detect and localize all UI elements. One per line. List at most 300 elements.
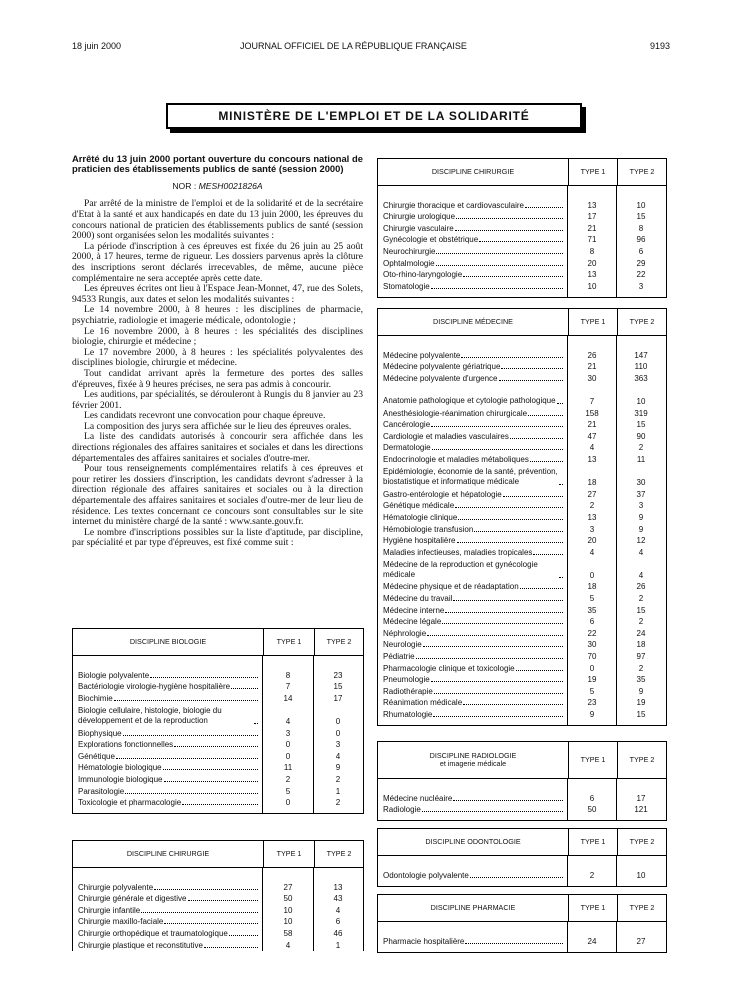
row-label: Radiothérapie xyxy=(383,686,433,696)
type-2-value: 37 xyxy=(636,489,646,499)
type-2-value: 10 xyxy=(636,870,646,880)
header-discipline: DISCIPLINE ODONTOLOGIE xyxy=(378,829,569,855)
leader-dots xyxy=(457,542,564,543)
table-row xyxy=(383,638,564,650)
table-row xyxy=(383,707,564,719)
table-row xyxy=(78,680,259,692)
type-2-column xyxy=(314,868,362,951)
header-discipline: DISCIPLINE CHIRURGIE xyxy=(378,159,569,185)
table-row xyxy=(383,464,564,487)
row-label: Stomatologie xyxy=(383,281,430,291)
type-2-value: 15 xyxy=(636,605,646,615)
type-1-value: 24 xyxy=(587,936,597,946)
table-row xyxy=(383,684,564,696)
type-2-value: 9 xyxy=(335,763,341,773)
ministry-banner: MINISTÈRE DE L'EMPLOI ET DE LA SOLIDARITÉ xyxy=(166,103,582,129)
type-2-value: 96 xyxy=(636,235,646,245)
row-label: Maladies infectieuses, maladies tropicales xyxy=(383,547,533,557)
type-2-value: 43 xyxy=(333,894,343,904)
article-paragraph: Par arrêté de la ministre de l'emploi et de la solidarité et de la secrétaire d'Etat à la santé et aux handicapés en date du 13 juin 2000, les épreuves du concours national de praticien des établissements publics de santé (session 2000) sont organisées selon les modalités suivantes : xyxy=(72,198,363,242)
type-1-value: 2 xyxy=(589,501,595,511)
header-type-2: TYPE 2 xyxy=(326,849,352,858)
leader-dots xyxy=(455,507,563,508)
type-1-value: 5 xyxy=(589,594,595,604)
table-row xyxy=(383,673,564,685)
type-1-value: 19 xyxy=(587,675,597,685)
leader-dots xyxy=(431,288,563,289)
type-1-value: 22 xyxy=(587,628,597,638)
type-1-column xyxy=(568,922,617,952)
type-1-value: 70 xyxy=(587,652,597,662)
leader-dots xyxy=(114,700,258,701)
type-2-value: 15 xyxy=(636,420,646,430)
type-1-value: 50 xyxy=(283,894,293,904)
header-type-2: TYPE 2 xyxy=(629,903,655,912)
type-2-value: 2 xyxy=(335,774,341,784)
leader-dots xyxy=(525,207,563,208)
header-type-1: TYPE 1 xyxy=(569,159,618,185)
table-row xyxy=(383,522,564,534)
type-1-value: 50 xyxy=(587,805,597,815)
type-2-value: 11 xyxy=(636,454,646,464)
row-label: Médecine légale xyxy=(383,617,442,627)
row-label: Médecine de la reproduction et gynécologie médicale xyxy=(383,559,538,579)
article-paragraph: Les candidats recevront une convocation pour chaque épreuve. xyxy=(84,410,326,422)
row-label: Médecine nucléaire xyxy=(383,793,453,803)
type-1-value: 23 xyxy=(587,698,597,708)
article-paragraph: La période d'inscription à ces épreuves est fixée du 26 juin au 25 août 2000, à 17 heures, terme de rigueur. Les dossiers parvenus après la clôture des inscriptions seront déclarés irrecevables, de même, aucune pièce complémentaire ne sera acceptée après cette date. xyxy=(72,240,363,284)
article-paragraph: Tout candidat arrivant après la fermeture des portes des salles d'épreuves, fixée à 9 heures précises, ne sera pas admis à concourir. xyxy=(72,367,363,390)
type-2-value: 26 xyxy=(636,582,646,592)
type-2-value: 6 xyxy=(638,246,644,256)
row-label: Oto-rhino-laryngologie xyxy=(383,270,463,280)
article-paragraph: Le nombre d'inscriptions possibles sur la liste d'aptitude, par discipline, par spécialité et par type d'épreuves, est fixé comme suit : xyxy=(72,526,363,549)
type-1-value: 0 xyxy=(285,751,291,761)
table-row xyxy=(383,868,564,880)
leader-dots xyxy=(116,758,258,759)
table-row xyxy=(383,348,564,360)
table-chirurgie-1 xyxy=(72,840,364,951)
type-1-value: 14 xyxy=(283,693,293,703)
type-2-value: 24 xyxy=(636,628,646,638)
type-2-value: 27 xyxy=(636,936,646,946)
article-paragraph: La liste des candidats autorisés à concourir sera affichée dans les directions régionales des affaires sanitaires et sociales et dans les directions départementales des affaires sanitaires et sociales d'outre-mer. xyxy=(72,431,363,464)
row-label: Chirurgie infantile xyxy=(78,905,141,915)
table-header xyxy=(73,629,363,656)
row-label: Explorations fonctionnelles xyxy=(78,740,174,750)
row-label: Radiologie xyxy=(383,805,421,815)
type-1-value: 13 xyxy=(587,200,597,210)
table-header xyxy=(73,841,363,868)
table-pharmacie xyxy=(377,894,667,953)
row-label: Chirurgie orthopédique et traumatologique xyxy=(78,928,228,938)
table-biologie xyxy=(72,628,364,814)
row-label: Toxicologie et pharmacologie xyxy=(78,798,182,808)
type-2-value: 2 xyxy=(638,617,644,627)
leader-dots xyxy=(164,923,258,924)
table-row xyxy=(78,738,259,750)
type-2-value: 10 xyxy=(636,396,646,406)
row-label: Rhumatologie xyxy=(383,710,433,719)
table-row xyxy=(383,429,564,441)
row-label: Anesthésiologie-réanimation chirurgicale xyxy=(383,408,528,418)
type-2-value: 3 xyxy=(638,281,644,291)
article-column xyxy=(72,154,363,549)
row-label: Bactériologie virologie-hygiène hospitalière xyxy=(78,682,231,692)
leader-dots xyxy=(503,496,563,497)
table-row xyxy=(383,615,564,627)
table-row xyxy=(383,649,564,661)
table-row xyxy=(383,233,564,245)
type-1-value: 21 xyxy=(587,223,597,233)
type-1-value: 20 xyxy=(587,536,597,546)
header-type-2: TYPE 2 xyxy=(326,637,352,646)
type-1-value: 8 xyxy=(589,246,595,256)
type-2-value: 9 xyxy=(638,524,644,534)
table-row xyxy=(78,915,259,927)
article-title: Arrêté du 13 juin 2000 portant ouverture du concours national de praticien des établissements publics de santé (session 2000) xyxy=(72,153,363,175)
type-1-value: 7 xyxy=(285,682,291,692)
type-1-value: 13 xyxy=(587,270,597,280)
type-1-value: 6 xyxy=(589,617,595,627)
type-1-value: 58 xyxy=(283,928,293,938)
header-type-2: TYPE 2 xyxy=(629,837,655,846)
table-row xyxy=(383,696,564,708)
type-2-value: 13 xyxy=(333,882,343,892)
header-discipline: DISCIPLINE MÉDECINE xyxy=(378,309,569,335)
row-label: Médecine interne xyxy=(383,605,445,615)
row-label: Génétique xyxy=(78,751,115,761)
header-discipline: DISCIPLINE PHARMACIE xyxy=(378,895,569,921)
type-1-value: 2 xyxy=(285,774,291,784)
type-1-value: 4 xyxy=(589,443,595,453)
type-1-value: 10 xyxy=(283,917,293,927)
leader-dots xyxy=(453,800,563,801)
row-label: Parasitologie xyxy=(78,786,125,796)
row-label: Ophtalmologie xyxy=(383,258,435,268)
table-row xyxy=(78,892,259,904)
row-label: Biochimie xyxy=(78,693,113,703)
leader-dots xyxy=(188,900,258,901)
table-row xyxy=(383,371,564,383)
table-row xyxy=(383,545,564,557)
row-label: Chirurgie polyvalente xyxy=(78,882,154,892)
leader-dots xyxy=(442,623,563,624)
type-1-column xyxy=(263,656,314,813)
row-label: Médecine physique et de réadaptation xyxy=(383,582,519,592)
article-paragraph: Les épreuves écrites ont lieu à l'Espace Jean-Monnet, 47, rue des Solets, 94533 Rungis, aux dates et selon les modalités suivantes : xyxy=(72,283,363,305)
type-2-column xyxy=(617,779,665,820)
leader-dots xyxy=(431,426,563,427)
discipline-column xyxy=(378,856,568,886)
type-1-value: 2 xyxy=(589,870,595,880)
table-odontologie xyxy=(377,828,667,887)
leader-dots xyxy=(470,877,563,878)
row-label: Pharmacie hospitalière xyxy=(383,936,465,946)
type-1-value: 30 xyxy=(587,373,597,383)
type-1-value: 10 xyxy=(283,905,293,915)
table-row xyxy=(78,903,259,915)
row-label: Chirurgie maxillo-faciale xyxy=(78,917,164,927)
leader-dots xyxy=(436,265,563,266)
table-row xyxy=(383,198,564,210)
leader-dots xyxy=(516,670,563,671)
row-label: Biophysique xyxy=(78,728,122,738)
table-row xyxy=(383,418,564,430)
type-2-value: 90 xyxy=(636,431,646,441)
row-label: Cancérologie xyxy=(383,420,431,430)
type-2-value: 110 xyxy=(634,362,648,372)
leader-dots xyxy=(123,735,258,736)
leader-dots xyxy=(528,415,563,416)
table-row xyxy=(78,796,259,808)
header-discipline: DISCIPLINE BIOLOGIE xyxy=(73,629,264,655)
row-label: Dermatologie xyxy=(383,443,431,453)
table-row xyxy=(78,784,259,796)
type-2-value: 2 xyxy=(638,594,644,604)
type-1-value: 0 xyxy=(285,798,291,808)
table-row xyxy=(78,726,259,738)
leader-dots xyxy=(434,693,563,694)
leader-dots xyxy=(182,804,258,805)
type-1-value: 158 xyxy=(585,408,599,418)
article-paragraph: Les auditions, par spécialités, se dérouleront à Rungis du 8 janvier au 23 février 2001. xyxy=(72,389,363,411)
type-2-column xyxy=(617,186,665,297)
table-row xyxy=(383,603,564,615)
type-2-column xyxy=(314,656,362,813)
type-1-value: 35 xyxy=(587,605,597,615)
leader-dots xyxy=(204,947,258,948)
header-type-1: TYPE 1 xyxy=(264,841,315,867)
type-2-value: 8 xyxy=(638,223,644,233)
leader-dots xyxy=(559,577,563,578)
discipline-column xyxy=(378,336,568,725)
header-type-1: TYPE 1 xyxy=(569,829,618,855)
table-medecine xyxy=(377,308,667,726)
row-label: Réanimation médicale xyxy=(383,698,463,708)
leader-dots xyxy=(455,230,563,231)
table-header xyxy=(378,829,666,856)
row-label: Hématologie clinique xyxy=(383,512,458,522)
nor-reference xyxy=(72,181,363,192)
table-row xyxy=(383,383,564,406)
type-1-value: 5 xyxy=(285,786,291,796)
table-row xyxy=(383,210,564,222)
leader-dots xyxy=(453,600,563,601)
leader-dots xyxy=(461,357,563,358)
type-1-value: 4 xyxy=(285,940,291,950)
table-row xyxy=(383,244,564,256)
table-row xyxy=(383,221,564,233)
type-1-value: 27 xyxy=(283,882,293,892)
table-row xyxy=(383,803,564,815)
leader-dots xyxy=(422,811,563,812)
type-1-column xyxy=(263,868,314,951)
row-label: Médecine polyvalente d'urgence xyxy=(383,373,498,383)
nor-code: MESH0021826A xyxy=(198,180,263,191)
type-2-value: 22 xyxy=(636,270,646,280)
row-label: Biologie cellulaire, histologie, biologie du développement et de la reproduction xyxy=(78,705,222,725)
row-label: Chirurgie urologique xyxy=(383,212,456,222)
leader-dots xyxy=(423,646,563,647)
row-label: Biologie polyvalente xyxy=(78,670,150,680)
type-2-value: 46 xyxy=(333,928,343,938)
table-row xyxy=(383,557,564,580)
header-type-1: TYPE 1 xyxy=(264,629,315,655)
type-2-value: 17 xyxy=(636,793,646,803)
nor-label: NOR : xyxy=(172,180,197,191)
table-header xyxy=(378,159,666,186)
table-row xyxy=(383,626,564,638)
type-1-column xyxy=(568,186,617,297)
type-2-value: 4 xyxy=(335,905,341,915)
leader-dots xyxy=(163,769,258,770)
type-2-value: 6 xyxy=(335,917,341,927)
type-2-value: 0 xyxy=(335,716,341,726)
type-2-value: 18 xyxy=(636,640,646,650)
table-row xyxy=(78,749,259,761)
type-1-value: 7 xyxy=(589,396,595,406)
page-number: 9193 xyxy=(650,41,671,51)
row-label: Hémobiologie transfusion xyxy=(383,524,474,534)
table-row xyxy=(383,934,564,946)
table-row xyxy=(383,279,564,291)
type-2-value: 29 xyxy=(636,258,646,268)
row-label: Chirurgie vasculaire xyxy=(383,223,454,233)
type-2-value: 19 xyxy=(636,698,646,708)
table-row xyxy=(78,926,259,938)
header-discipline: DISCIPLINE RADIOLOGIE et imagerie médicale xyxy=(378,742,569,778)
type-2-value: 9 xyxy=(638,686,644,696)
row-label: Hygiène hospitalière xyxy=(383,536,456,546)
type-2-value: 15 xyxy=(636,212,646,222)
header-type-1: TYPE 1 xyxy=(569,742,618,778)
table-row xyxy=(383,661,564,673)
leader-dots xyxy=(501,368,563,369)
header-type-2: TYPE 2 xyxy=(629,317,655,326)
table-row xyxy=(383,580,564,592)
leader-dots xyxy=(427,635,563,636)
table-row xyxy=(383,256,564,268)
discipline-column xyxy=(378,186,568,297)
leader-dots xyxy=(520,588,563,589)
type-1-value: 30 xyxy=(587,640,597,650)
table-row xyxy=(78,938,259,950)
row-label: Neurologie xyxy=(383,640,422,650)
type-1-value: 4 xyxy=(589,547,595,557)
type-1-value: 8 xyxy=(285,670,291,680)
header-type-1: TYPE 1 xyxy=(569,895,618,921)
row-label: Chirurgie plastique et reconstitutive xyxy=(78,940,203,950)
type-1-value: 0 xyxy=(589,663,595,673)
type-2-value: 1 xyxy=(335,786,341,796)
leader-dots xyxy=(499,380,564,381)
type-1-value: 21 xyxy=(587,362,597,372)
table-row xyxy=(383,406,564,418)
type-1-value: 3 xyxy=(589,524,595,534)
table-row xyxy=(383,510,564,522)
type-2-column xyxy=(617,856,665,886)
table-row xyxy=(383,499,564,511)
type-1-value: 47 xyxy=(587,431,597,441)
row-label: Pharmacologie clinique et toxicologie xyxy=(383,663,515,673)
leader-dots xyxy=(174,746,258,747)
leader-dots xyxy=(431,681,563,682)
table-row xyxy=(383,534,564,546)
type-2-value: 23 xyxy=(333,670,343,680)
header-type-1: TYPE 1 xyxy=(569,309,618,335)
header-type-2: TYPE 2 xyxy=(629,755,655,764)
table-row xyxy=(78,761,259,773)
table-chirurgie-2 xyxy=(377,158,667,298)
type-1-value: 3 xyxy=(285,728,291,738)
table-header xyxy=(378,309,666,336)
row-label: Neurochirurgie xyxy=(383,246,436,256)
table-header xyxy=(378,895,666,922)
discipline-column xyxy=(378,922,568,952)
leader-dots xyxy=(436,253,563,254)
type-2-value: 4 xyxy=(335,751,341,761)
type-1-value: 0 xyxy=(285,740,291,750)
leader-dots xyxy=(432,449,563,450)
discipline-column xyxy=(73,656,263,813)
type-2-value: 3 xyxy=(638,501,644,511)
type-1-value: 27 xyxy=(587,489,597,499)
row-label: Néphrologie xyxy=(383,628,427,638)
type-1-value: 4 xyxy=(285,716,291,726)
table-row xyxy=(78,668,259,680)
table-row xyxy=(383,487,564,499)
row-label: Cardiologie et maladies vasculaires xyxy=(383,431,509,441)
type-1-value: 13 xyxy=(587,512,597,522)
row-label: Hématologie biologique xyxy=(78,763,162,773)
table-row xyxy=(383,441,564,453)
type-1-value: 0 xyxy=(589,570,595,580)
leader-dots xyxy=(557,403,563,404)
header-discipline: DISCIPLINE CHIRURGIE xyxy=(73,841,264,867)
row-label: Médecine du travail xyxy=(383,594,453,604)
discipline-column xyxy=(378,779,568,820)
header-type-2: TYPE 2 xyxy=(629,167,655,176)
row-label: Gynécologie et obstétrique xyxy=(383,235,479,245)
type-1-value: 10 xyxy=(587,281,597,291)
table-row xyxy=(78,880,259,892)
leader-dots xyxy=(445,612,563,613)
row-label: Chirurgie thoracique et cardiovasculaire xyxy=(383,200,524,210)
article-paragraph: Le 16 novembre 2000, à 8 heures : les spécialités des disciplines biologie, chirurgie et médecine ; xyxy=(72,325,363,348)
row-label: Epidémiologie, économie de la santé, prévention, biostatistique et informatique médicale xyxy=(383,467,558,487)
row-label: Médecine polyvalente xyxy=(383,350,461,360)
table-row xyxy=(383,452,564,464)
type-2-value: 319 xyxy=(634,408,648,418)
row-label: Médecine polyvalente gériatrique xyxy=(383,362,501,372)
leader-dots xyxy=(150,677,258,678)
type-1-value: 9 xyxy=(589,710,595,719)
leader-dots xyxy=(463,704,563,705)
row-label: Pédiatrie xyxy=(383,652,415,662)
table-row xyxy=(383,268,564,280)
leader-dots xyxy=(125,793,258,794)
type-1-value: 13 xyxy=(587,454,597,464)
leader-dots xyxy=(479,241,563,242)
type-2-value: 15 xyxy=(636,710,646,719)
leader-dots xyxy=(559,484,563,485)
row-label: Chirurgie générale et digestive xyxy=(78,894,187,904)
leader-dots xyxy=(433,716,563,717)
leader-dots xyxy=(458,519,563,520)
table-row xyxy=(78,691,259,703)
row-label: Gastro-entérologie et hépatologie xyxy=(383,489,502,499)
